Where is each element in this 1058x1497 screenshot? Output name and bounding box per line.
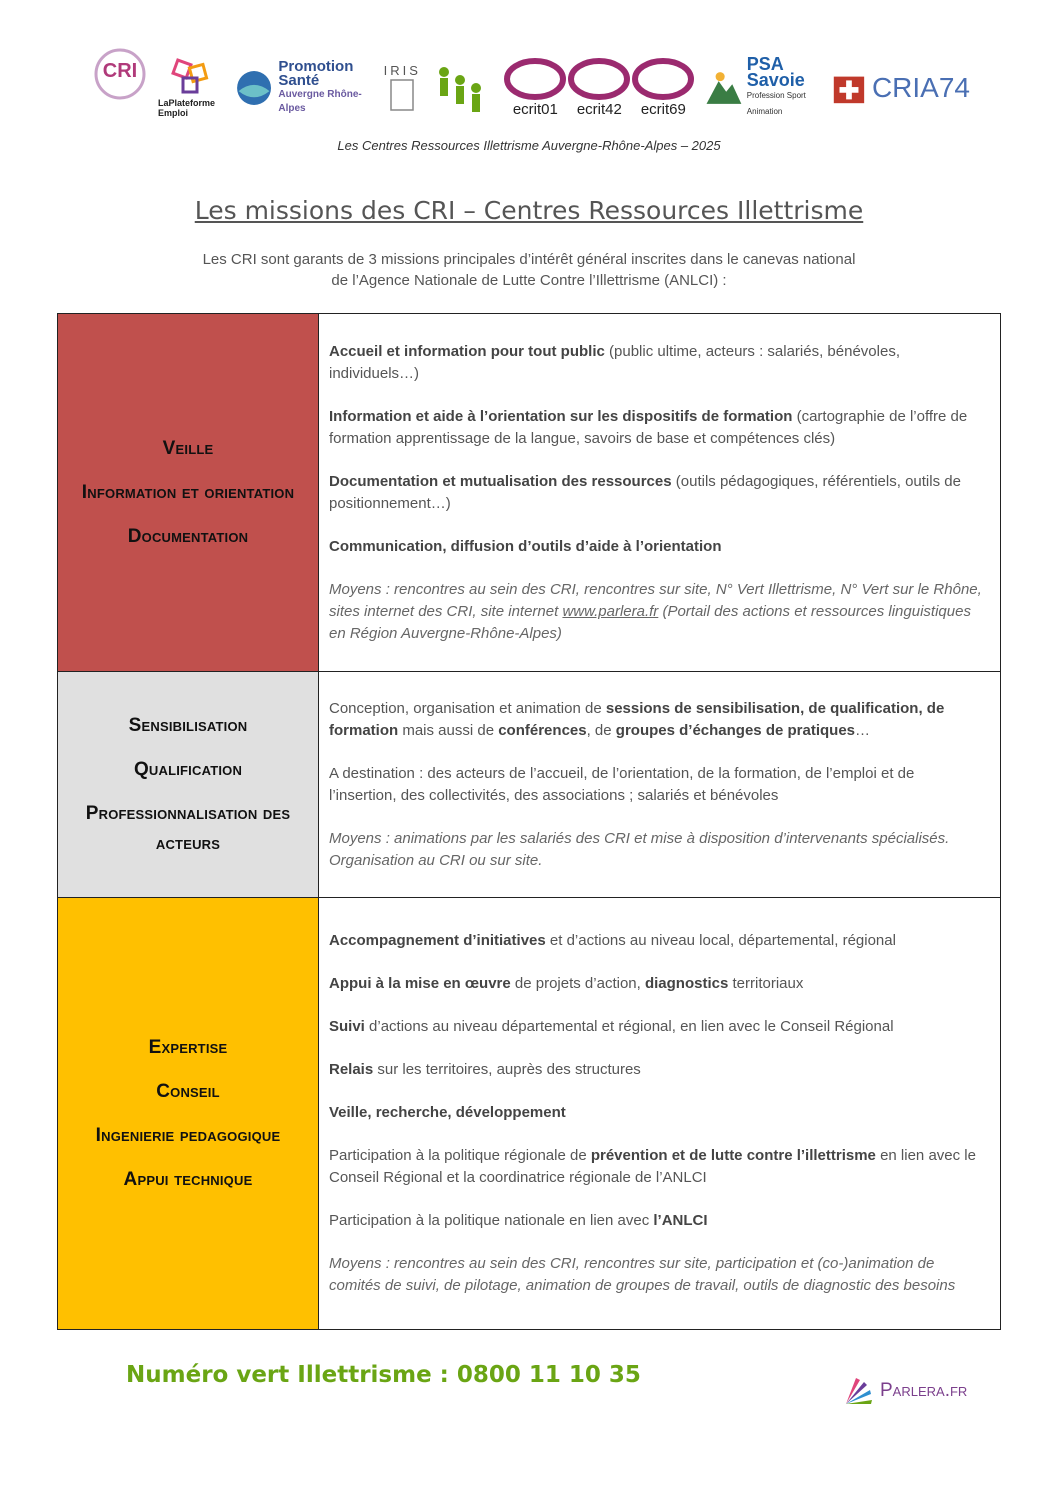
iris-logo: IRIS [379, 63, 426, 112]
mission-details-2 [319, 672, 1001, 898]
keyword-documentation: Documentation [127, 525, 249, 547]
keyword-veille: Veille [162, 437, 214, 459]
parlera-brand: Parlera.fr [880, 1380, 968, 1401]
mission-row-sensibilisation [58, 672, 1001, 898]
promotion-sante-logo: Promotion Santé Auvergne Rhône-Alpes [234, 60, 371, 116]
mission-item: Participation à la politique nationale en lien avec l’ANLCI [329, 1212, 708, 1229]
laplateforme-logo: LaPlateforme Emploi [158, 58, 226, 118]
mission-item: Participation à la politique régionale de prévention et de lutte contre l’illettrisme en lien avec le Conseil Régional et la coordinatrice régionale de l’ANLCI [329, 1147, 976, 1186]
keyword-sensibilisation: Sensibilisation [128, 714, 248, 736]
cria74-logo: CRIA74 [830, 68, 970, 108]
mission-details-1 [319, 314, 1001, 672]
mission-item: Relais sur les territoires, auprès des structures [329, 1061, 641, 1078]
keyword-appui-technique: Appui technique [123, 1168, 253, 1190]
mission-row-expertise [58, 898, 1001, 1330]
cri-logo: CRI [90, 46, 150, 129]
keyword-information-orientation: Information et orientation [81, 481, 295, 503]
page-title: Les missions des CRI – Centres Ressources Illettrisme [194, 196, 864, 225]
ecrit-logos: ecrit01 ecrit42 ecrit69 [502, 57, 697, 118]
mission-item: Conception, organisation et animation de sessions de sensibilisation, de qualification, de formation mais aussi de conférences, de groupes d’échanges de pratiques… [329, 699, 945, 739]
parlera-logo [842, 1374, 967, 1408]
parlera-link[interactable]: www.parlera.fr [562, 602, 659, 620]
mission-item: Documentation et mutualisation des ressources (outils pédagogiques, référentiels, outils de positionnement…) [329, 472, 961, 512]
keyword-professionnalisation: Professionnalisation des acteurs [85, 802, 291, 854]
mission-row-veille [58, 314, 1001, 672]
mission-item: Veille, recherche, développement [329, 1104, 566, 1121]
people-chain-logo [434, 58, 494, 118]
means-text: Moyens : animations par les salariés des CRI et mise à disposition d’intervenants spécialisés. Organisation au CRI ou sur site. [329, 829, 950, 869]
mission-keywords-1 [58, 314, 319, 672]
document-subtitle: Les Centres Ressources Illettrisme Auvergne-Rhône-Alpes – 2025 [337, 138, 721, 153]
mission-item: A destination : des acteurs de l’accueil, de l’orientation, de la formation, de l’emploi et de l’insertion, des collectivités, des associations ; salariés et bénévoles [329, 764, 915, 804]
intro-text [0, 249, 1058, 291]
psa-savoie-logo: PSA Savoie Profession Sport Animation [705, 56, 822, 120]
mission-details-3 [319, 898, 1001, 1330]
keyword-ingenierie: Ingenierie pedagogique [95, 1124, 281, 1146]
missions-table [57, 313, 1001, 1330]
partner-logos [90, 50, 970, 125]
intro-line-2: de l’Agence Nationale de Lutte Contre l’Illettrisme (ANLCI) : [331, 272, 727, 289]
mission-item: Suivi d’actions au niveau départemental et régional, en lien avec le Conseil Régional [329, 1018, 894, 1035]
mission-item: Accueil et information pour tout public (public ultime, acteurs : salariés, bénévoles, individuels…) [329, 342, 900, 382]
mission-keywords-2 [58, 672, 319, 898]
mission-item: Information et aide à l’orientation sur les dispositifs de formation (cartographie de l’offre de formation apprentissage de la langue, savoirs de base et compétences clés) [329, 407, 968, 447]
means-text: Moyens : rencontres au sein des CRI, rencontres sur site, participation et (co-)animation de comités de suivi, de pilotage, animation de groupes de travail, outils de diagnostic des besoins [329, 1255, 956, 1294]
parlera-fan-icon [842, 1374, 876, 1408]
hotline-number: Numéro vert Illettrisme : 0800 11 10 35 [126, 1362, 641, 1388]
intro-line-1: Les CRI sont garants de 3 missions principales d’intérêt général inscrites dans le canevas national [202, 251, 856, 268]
keyword-qualification: Qualification [133, 758, 243, 780]
keyword-conseil: Conseil [156, 1080, 220, 1102]
means-text: Moyens : rencontres au sein des CRI, rencontres sur site, N° Vert Illettrisme, N° Vert sur le Rhône, sites internet des CRI, site internet www.parlera.fr (Portail des actions et ressources linguistiques en Région Auvergne-Rhône-Alpes) [329, 580, 982, 642]
mission-item: Accompagnement d’initiatives et d’actions au niveau local, départemental, régional [329, 932, 896, 949]
mission-keywords-3 [58, 898, 319, 1330]
mission-item: Appui à la mise en œuvre de projets d’action, diagnostics territoriaux [329, 975, 804, 992]
keyword-expertise: Expertise [148, 1036, 228, 1058]
mission-item: Communication, diffusion d’outils d’aide à l’orientation [329, 537, 722, 555]
